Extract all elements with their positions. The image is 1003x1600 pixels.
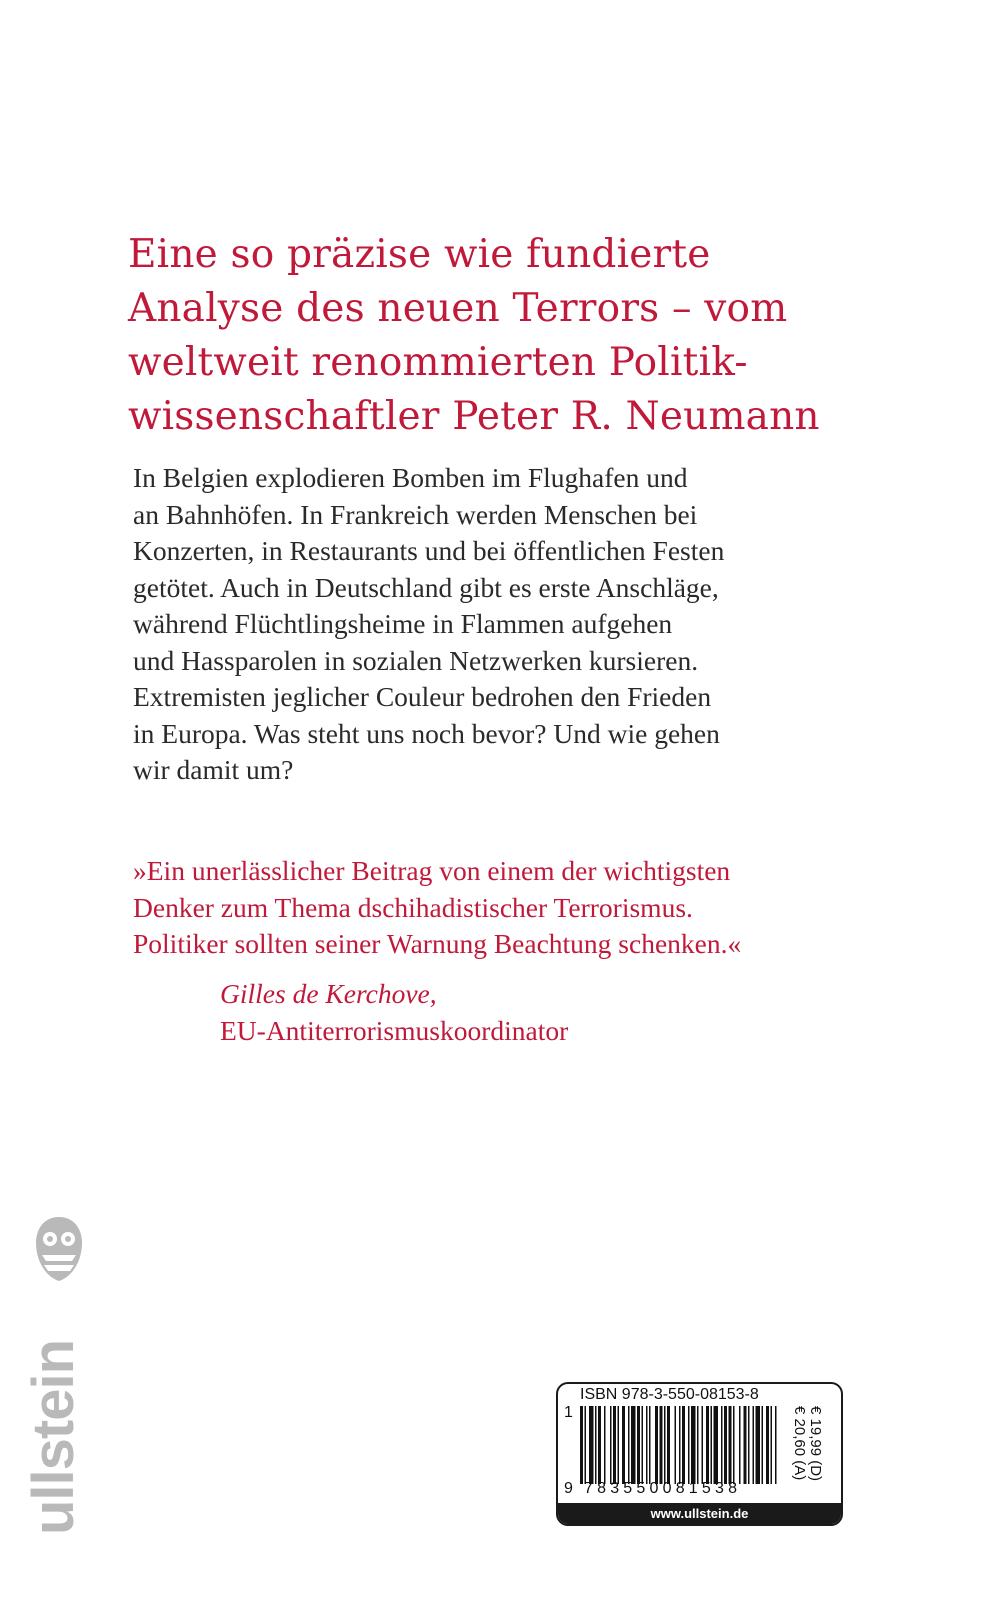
barcode-bar (702, 1406, 704, 1484)
publisher-name: ullstein (21, 1339, 86, 1535)
headline-line: Eine so präzise wie fundierte (128, 232, 711, 277)
barcode-bar (598, 1406, 601, 1484)
description (133, 460, 973, 789)
barcode-bar (733, 1406, 735, 1484)
barcode-bar (580, 1406, 583, 1484)
barcode-bar (729, 1406, 732, 1484)
description-line: Extremisten jeglicher Couleur bedrohen den Frieden (133, 681, 712, 712)
barcode-bar (589, 1406, 594, 1484)
barcode-bar (604, 1406, 606, 1484)
barcode-bar (642, 1406, 644, 1484)
barcode-bar (595, 1406, 597, 1484)
description-line: Konzerten, in Restaurants und bei öffentlichen Festen (133, 535, 725, 566)
barcode-bar (744, 1406, 747, 1484)
barcode-bar (711, 1406, 713, 1484)
barcode-bar (667, 1406, 670, 1484)
description-line: während Flüchtlingsheime in Flammen aufgehen (133, 608, 673, 639)
isbn-number: ISBN 978-3-550-08153-8 (580, 1386, 759, 1403)
barcode-bar (739, 1406, 741, 1484)
headline-line: weltweit renommierten Politik- (128, 340, 748, 385)
barcode-icon (578, 1406, 806, 1484)
description-line: getötet. Auch in Deutschland gibt es erste Anschläge, (133, 571, 719, 603)
barcode-bar (724, 1406, 727, 1484)
barcode-bar (655, 1406, 658, 1484)
barcode-bar (618, 1406, 620, 1484)
barcode-bar (637, 1406, 640, 1484)
barcode-bar (649, 1406, 651, 1484)
barcode-bar (631, 1406, 636, 1484)
headline (128, 228, 988, 444)
barcode-bar (753, 1406, 755, 1484)
barcode-bar (697, 1406, 699, 1484)
barcode-bar (675, 1406, 677, 1484)
barcode-bar (628, 1406, 630, 1484)
headline-line: wissenschaftler Peter R. Neumann (128, 394, 820, 439)
barcode-bar (664, 1406, 666, 1484)
barcode-lead-digit: 1 (564, 1404, 573, 1421)
barcode-bar (766, 1406, 769, 1484)
barcode-bar (688, 1406, 690, 1484)
barcode-bar (756, 1406, 761, 1484)
description-line: und Hassparolen in sozialen Netzwerken kursieren. (133, 644, 699, 676)
quote-author-role: EU-Antiterrorismuskoordinator (220, 1014, 569, 1046)
barcode-bar (585, 1406, 587, 1484)
barcode-bar (706, 1406, 709, 1484)
barcode-first-digit: 9 (564, 1480, 573, 1497)
quote-line: »Ein unerlässlicher Beitrag von einem der wichtigsten (133, 855, 731, 886)
barcode-bar (610, 1406, 612, 1484)
barcode-bar (721, 1406, 723, 1484)
barcode-bar (691, 1406, 696, 1484)
barcode-bar (622, 1406, 625, 1484)
quote-line: Denker zum Thema dschihadistischer Terrorismus. (133, 891, 693, 923)
barcode-bar (771, 1406, 773, 1484)
price-austria: € 20,60 (A) (791, 1406, 808, 1481)
description-line: an Bahnhöfen. In Frankreich werden Menschen bei (133, 498, 698, 530)
barcode-bar (679, 1406, 681, 1484)
barcode-bar (714, 1406, 719, 1484)
price-germany: € 19,99 (D) (807, 1406, 824, 1482)
owl-logo-icon (32, 1215, 86, 1283)
barcode-bar (762, 1406, 764, 1484)
price-column (791, 1404, 838, 1499)
publisher-website: www.ullstein.de (558, 1503, 841, 1524)
barcode-bar (682, 1406, 685, 1484)
barcode-digits: 783550081538 (584, 1480, 742, 1497)
barcode-bar (660, 1406, 663, 1484)
description-line: wir damit um? (133, 754, 294, 785)
quote-attribution (220, 976, 568, 1049)
barcode-panel (556, 1382, 843, 1526)
barcode-bar (775, 1406, 777, 1484)
barcode-bar (748, 1406, 750, 1484)
quote-line: Politiker sollten seiner Warnung Beachtung schenken.« (133, 928, 742, 959)
barcode-bar (613, 1406, 616, 1484)
testimonial-quote (133, 853, 973, 963)
description-line: In Belgien explodieren Bomben im Flughafen und (133, 462, 688, 493)
description-line: in Europa. Was steht uns noch bevor? Und wie gehen (133, 717, 720, 749)
quote-author-name: Gilles de Kerchove, (220, 978, 437, 1009)
headline-line: Analyse des neuen Terrors – vom (128, 286, 788, 331)
publisher-logo (20, 1215, 90, 1535)
barcode-bar (646, 1406, 648, 1484)
